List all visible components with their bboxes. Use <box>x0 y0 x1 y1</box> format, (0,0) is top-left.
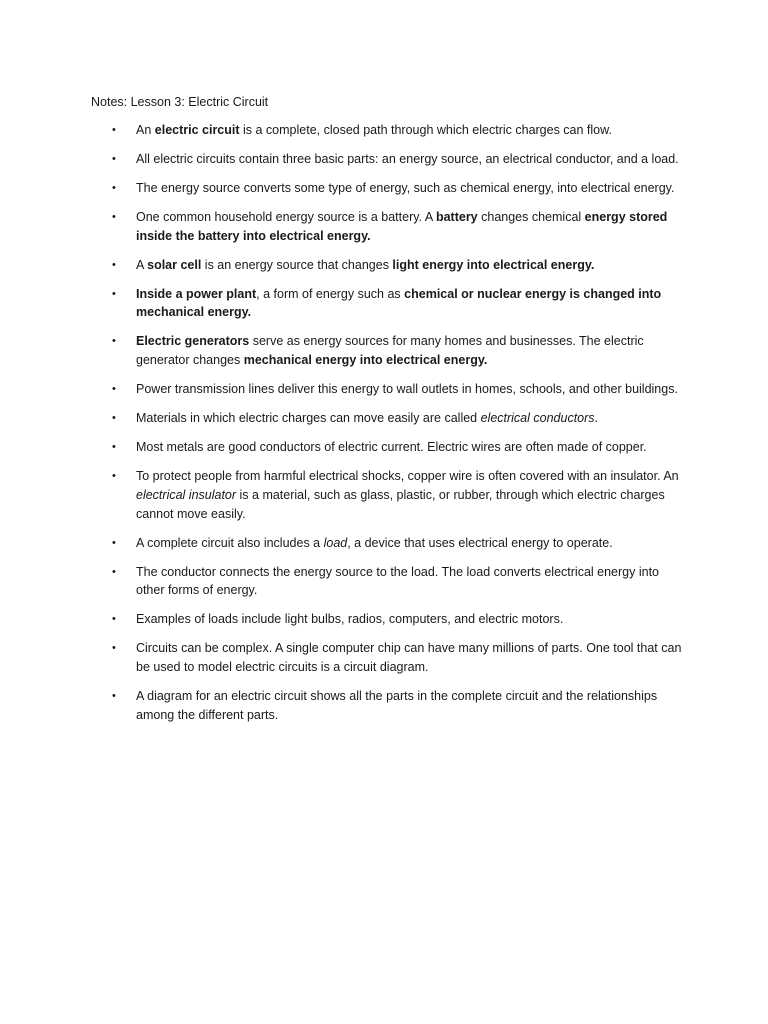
bold-text: solar cell <box>147 257 202 272</box>
text-segment: A <box>136 257 148 272</box>
page-title: Notes: Lesson 3: Electric Circuit <box>91 95 269 109</box>
bullet-icon: • <box>112 153 116 165</box>
list-item <box>112 610 682 629</box>
text-segment: All electric circuits contain three basic parts: an energy source, an electrical conductor, and a load. <box>136 152 679 166</box>
list-item <box>112 687 682 724</box>
italic-text: electrical insulator <box>136 487 237 502</box>
list-item <box>112 208 682 245</box>
bold-text: light energy into electrical energy. <box>392 257 595 272</box>
list-item-text <box>136 334 644 367</box>
notes-list <box>112 121 682 735</box>
list-item <box>112 150 682 169</box>
bold-text: chemical or nuclear energy is changed into mechanical energy. <box>136 286 662 320</box>
list-item-text <box>136 152 679 166</box>
bullet-icon: • <box>112 470 116 483</box>
text-segment: , a form of energy such as <box>256 286 405 301</box>
list-item-text <box>136 181 674 195</box>
bullet-icon: • <box>112 689 116 702</box>
bold-text: Inside a power plant <box>136 286 257 301</box>
text-segment: changes chemical <box>477 210 585 224</box>
text-segment: is an energy source that changes <box>201 257 393 272</box>
list-item-text <box>136 258 594 272</box>
italic-text: load <box>323 535 348 550</box>
text-segment: A diagram for an electric circuit shows all the parts in the complete circuit and the relationships among the different parts. <box>136 688 658 722</box>
text-segment: is a complete, closed path through which electric charges can flow. <box>239 123 612 137</box>
list-item-text <box>136 565 659 598</box>
bullet-icon: • <box>112 211 116 223</box>
list-item-text <box>136 469 679 520</box>
text-segment: Circuits can be complex. A single computer chip can have many millions of parts. One tool that can be used to model electric circuits is a circuit diagram. <box>136 641 682 674</box>
list-item <box>112 438 682 457</box>
list-item <box>112 121 682 140</box>
bold-text: mechanical energy into electrical energy. <box>243 353 488 368</box>
bullet-icon: • <box>112 565 116 578</box>
bullet-icon: • <box>112 182 116 194</box>
bullet-icon: • <box>112 287 116 300</box>
list-item <box>112 256 682 275</box>
list-item-text <box>136 123 612 137</box>
bullet-icon: • <box>112 124 116 136</box>
text-segment: A complete circuit also includes a <box>136 535 324 550</box>
text-segment: An <box>136 123 155 137</box>
list-item-text <box>136 382 678 396</box>
text-segment: Power transmission lines deliver this energy to wall outlets in homes, schools, and other buildings. <box>136 382 678 397</box>
bullet-icon: • <box>112 383 116 396</box>
text-segment: Examples of loads include light bulbs, radios, computers, and electric motors. <box>136 612 564 627</box>
bold-text: electric circuit <box>154 123 240 137</box>
text-segment: Materials in which electric charges can move easily are called <box>136 411 481 426</box>
bullet-icon: • <box>112 441 116 454</box>
bullet-icon: • <box>112 258 116 271</box>
text-segment: To protect people from harmful electrical shocks, copper wire is often covered with an insulator. An <box>136 469 679 484</box>
list-item-text <box>136 641 681 674</box>
text-segment: Most metals are good conductors of electric current. Electric wires are often made of copper. <box>136 440 647 455</box>
list-item <box>112 409 682 428</box>
bullet-icon: • <box>112 536 116 549</box>
text-segment: , a device that uses electrical energy to operate. <box>347 535 613 550</box>
list-item <box>112 563 682 600</box>
list-item <box>112 639 682 676</box>
list-item-text <box>136 689 657 722</box>
bullet-icon: • <box>112 642 116 655</box>
list-item <box>112 380 682 399</box>
bullet-icon: • <box>112 412 116 425</box>
list-item <box>112 332 682 369</box>
text-segment: The energy source converts some type of energy, such as chemical energy, into electrical energy. <box>136 181 675 195</box>
list-item-text <box>136 287 661 320</box>
bold-text: Electric generators <box>136 334 250 349</box>
bullet-icon: • <box>112 335 116 348</box>
text-segment: is a material, such as glass, plastic, or rubber, through which electric charges cannot move easily. <box>136 487 665 521</box>
text-segment: One common household energy source is a battery. A <box>136 210 436 224</box>
list-item <box>112 467 682 523</box>
bullet-icon: • <box>112 613 116 626</box>
list-item <box>112 285 682 322</box>
bold-text: energy stored inside the battery into electrical energy. <box>136 210 668 243</box>
text-segment: The conductor connects the energy source to the load. The load converts electrical energy into other forms of energy. <box>136 564 659 598</box>
list-item-text <box>136 536 613 550</box>
list-item-text <box>136 210 667 243</box>
list-item-text <box>136 612 563 626</box>
italic-text: electrical conductors <box>480 411 595 426</box>
list-item <box>112 179 682 198</box>
bold-text: battery <box>435 210 478 224</box>
text-segment: serve as energy sources for many homes and businesses. The electric generator changes <box>136 334 644 368</box>
list-item-text <box>136 440 647 454</box>
list-item <box>112 534 682 553</box>
text-segment: . <box>594 411 599 426</box>
list-item-text <box>136 411 598 425</box>
